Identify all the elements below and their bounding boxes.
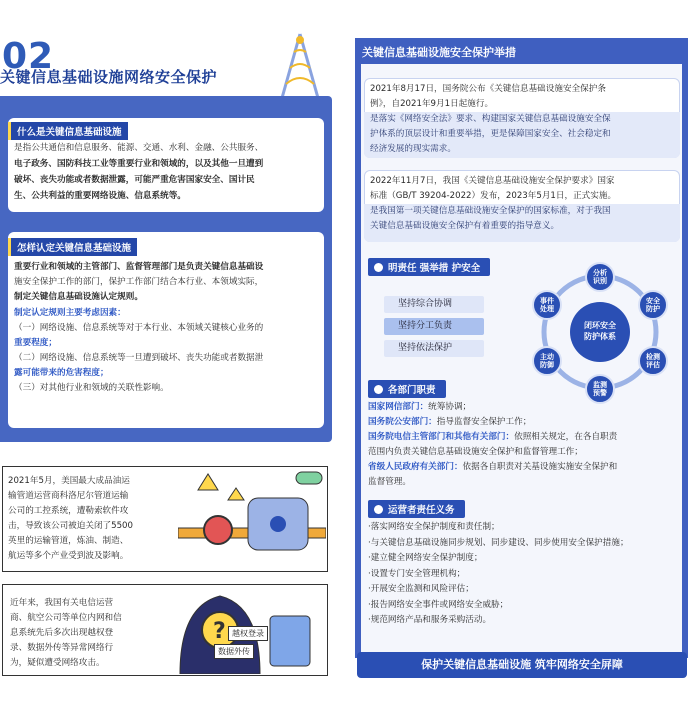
dept-tag-label: 各部门职责 (388, 385, 436, 396)
page-title: 关键信息基础设施网络安全保护 (0, 68, 218, 86)
std-note-line: 关键信息基础设施安全保护有着重要的指导意义。 (370, 221, 560, 231)
dept-name: 省级人民政府有关部门： (368, 462, 463, 472)
standard-note (370, 204, 676, 234)
comic2-line: 近年来，我国有关电信运营 (10, 598, 114, 608)
comic2-text (10, 596, 164, 671)
regulation-text (370, 82, 676, 112)
dept-tag (368, 380, 446, 398)
how-line: 重要行业和领域的主管部门、监督管理部门是负责关键信息基础设 (14, 262, 264, 272)
pipeline-illustration (178, 470, 326, 570)
operator-item: ·规范网络产品和服务采购活动。 (368, 615, 492, 625)
dept-name: 国家网信部门： (368, 402, 429, 412)
operator-item: ·开展安全监测和风险评估； (368, 584, 474, 594)
regulation-note (370, 112, 676, 157)
operator-item: ·建立健全网络安全保护制度； (368, 553, 483, 563)
resp-tag (368, 258, 490, 276)
factor-line: 露可能带来的危害程度； (14, 368, 109, 378)
security-cycle-diagram (520, 262, 680, 402)
operator-list (368, 520, 680, 629)
bullet-icon (374, 385, 383, 394)
comic1-text (8, 474, 168, 564)
reg-line: 2021年8月17日，国务院公布《关键信息基础设施安全保护条 (370, 84, 606, 94)
standard-text (370, 174, 676, 204)
std-note-line: 是我国第一项关键信息基础设施安全保护的国家标准，对于我国 (370, 206, 611, 216)
operator-item: ·设置专门安全管理机构； (368, 568, 466, 579)
dept-text: 监督管理。 (368, 477, 411, 487)
reg-line: 例》，自2021年9月1日起施行。 (370, 99, 494, 109)
what-line: 生、公共利益的重要网络设施、信息系统等。 (14, 191, 186, 201)
reg-note-line: 是落实《网络安全法》要求、构建国家关键信息基础设施安全保 (370, 114, 611, 124)
dept-item (368, 400, 680, 415)
how-line: 制定关键信息基础设施认定规则。 (14, 292, 143, 302)
operator-item: ·与关键信息基础设施同步规划、同步建设、同步使用安全保护措施； (368, 537, 629, 548)
how-text (14, 260, 322, 396)
reg-note-line: 经济发展的现实需求。 (370, 144, 456, 154)
std-line: 标准（GB/T 39204-2022）发布，2023年5月1日，正式实施。 (370, 191, 617, 201)
svg-text:?: ? (213, 619, 226, 644)
comic1-line: 2021年5月，美国最大成品油运 (8, 476, 130, 486)
tower-illustration (272, 32, 328, 100)
what-tag: 什么是关键信息基础设施 (8, 122, 128, 140)
dept-item (368, 430, 680, 445)
node-defend: 主动 防御 (532, 346, 562, 376)
operator-tag-label: 运营者责任义务 (388, 505, 455, 516)
dept-text: 依照相关规定，在各自职责 (514, 432, 618, 442)
pill-coordinate: 坚持综合协调 (384, 296, 484, 313)
dept-name: 国务院公安部门： (368, 417, 437, 427)
dept-name: 国务院电信主管部门和其他有关部门： (368, 432, 515, 442)
section-number: 02 (2, 36, 55, 77)
what-line: 电子政务、国防科技工业等重要行业和领域的，以及其他一旦遭到 (14, 159, 264, 169)
right-section-title: 关键信息基础设施安全保护举措 (362, 46, 516, 59)
node-evaluate: 检测 评估 (638, 346, 668, 376)
bullet-icon (374, 263, 383, 272)
std-line: 2022年11月7日，我国《关键信息基础设施安全保护要求》国家 (370, 176, 615, 186)
factor-line: （二）网络设施、信息系统等一旦遭到破坏、丧失功能或者数据泄 (14, 353, 264, 363)
comic1-line: 公司的工控系统，遭勒索软件攻 (8, 506, 129, 516)
node-monitor: 监测 预警 (585, 374, 615, 404)
dept-list (368, 400, 680, 490)
factor-line: （一）网络设施、信息系统等对于本行业、本领域关键核心业务的 (14, 323, 264, 333)
dept-text: 统筹协调； (428, 402, 472, 412)
dept-text: 范围内负责关键信息基础设施安全保护和监督管理工作； (368, 447, 583, 457)
dept-item (368, 460, 680, 475)
node-analyze: 分析 识别 (585, 262, 615, 292)
comic1-line: 航运等多个产业受到波及影响。 (8, 551, 129, 561)
dept-item (368, 445, 680, 460)
how-line: 施安全保护工作的部门，保护工作部门结合本行业、本领域实际， (14, 277, 264, 287)
comic1-line: 输管道运营商科洛尼尔管道运输 (8, 491, 129, 501)
dept-text: 指导监督安全保护工作； (436, 417, 532, 427)
dept-text: 依据各自职责对关基设施实施安全保护和 (462, 462, 618, 472)
comic2-line: 商、航空公司等单位内网和信 (10, 613, 122, 623)
node-protect: 安全 防护 (638, 290, 668, 320)
footer-slogan: 保护关键信息基础设施 筑牢网络安全屏障 (357, 652, 687, 678)
node-handle: 事件 处理 (532, 290, 562, 320)
what-line: 是指公共通信和信息服务、能源、交通、水利、金融、公共服务、 (14, 143, 264, 153)
factor-line: （三）对其他行业和领域的关联性影响。 (14, 383, 169, 393)
operator-item: ·报告网络安全事件或网络安全威胁； (368, 599, 509, 610)
operator-tag (368, 500, 465, 518)
resp-tag-label: 明责任 强举措 护安全 (388, 263, 481, 274)
reg-note-line: 护体系的顶层设计和重要举措，更是保障国家安全、社会稳定和 (370, 129, 611, 139)
sign-login: 越权登录 (228, 626, 268, 641)
dept-item (368, 415, 680, 430)
sign-data-out: 数据外传 (214, 644, 254, 659)
pill-division: 坚持分工负责 (384, 318, 484, 335)
bullet-icon (374, 505, 383, 514)
comic1-line: 英里的运输管道，炼油、制造、 (8, 536, 129, 546)
what-line: 破坏、丧失功能或者数据泄露，可能严重危害国家安全、国计民 (14, 175, 255, 185)
comic2-line: 息系统先后多次出现越权登 (10, 628, 114, 638)
cycle-center-label: 闭环安全 防护体系 (584, 321, 616, 341)
how-subhead: 制定认定规则主要考虑因素： (14, 308, 126, 318)
comic1-line: 击，导致该公司被迫关闭了5500 (8, 521, 133, 531)
pill-legal: 坚持依法保护 (384, 340, 484, 357)
comic2-line: 为，疑似遭受网络攻击。 (10, 658, 105, 668)
how-tag: 怎样认定关键信息基础设施 (8, 238, 137, 256)
dept-item (368, 475, 680, 490)
what-text (14, 140, 322, 204)
operator-item: ·落实网络安全保护制度和责任制； (368, 522, 500, 532)
factor-line: 重要程度； (14, 338, 57, 348)
comic2-line: 录、数据外传等异常网络行 (10, 643, 114, 653)
